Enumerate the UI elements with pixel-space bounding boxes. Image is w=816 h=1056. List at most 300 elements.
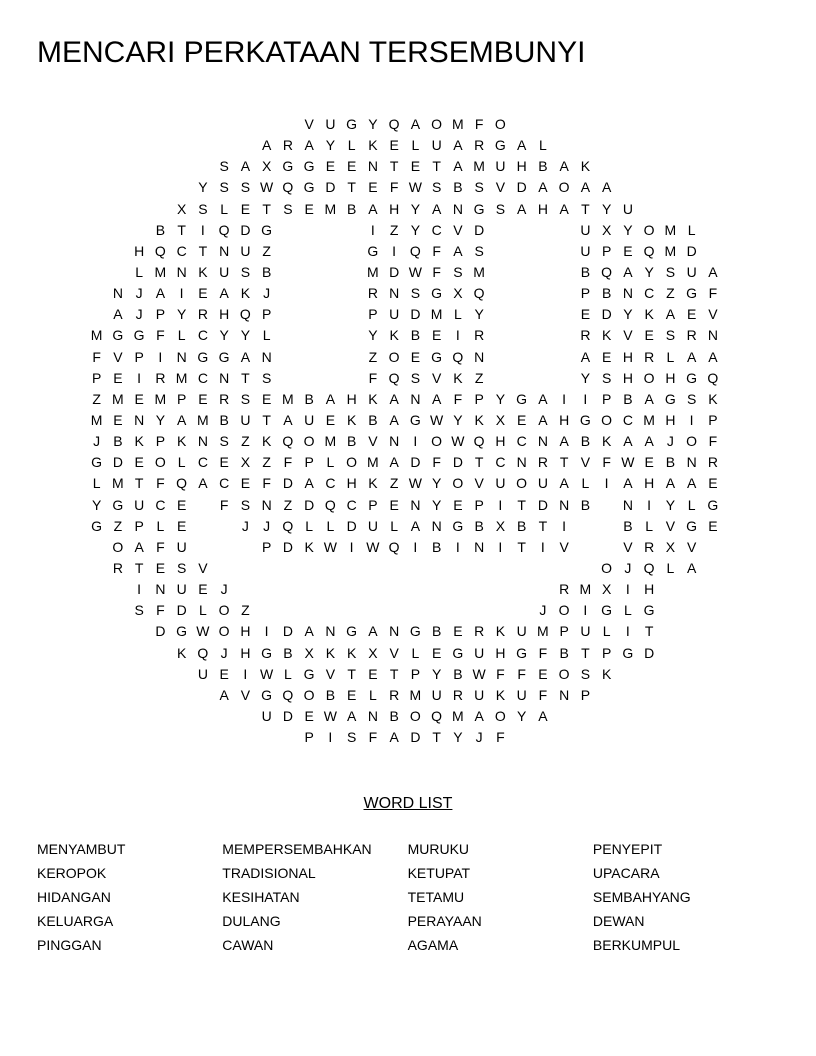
grid-cell: [256, 114, 277, 135]
grid-cell: G: [516, 644, 528, 661]
grid-cell: A: [219, 285, 229, 302]
grid-cell: [532, 304, 553, 325]
grid-row: [86, 452, 724, 473]
grid-cell: B: [368, 411, 378, 428]
grid-cell: S: [410, 285, 421, 302]
grid-cell: K: [176, 644, 187, 661]
grid-cell: O: [431, 433, 443, 450]
grid-cell: [192, 516, 213, 537]
grid-cell: Q: [282, 517, 294, 534]
grid-cell: U: [240, 242, 251, 259]
grid-cell: [235, 579, 256, 600]
grid-cell: Q: [431, 707, 443, 724]
grid-cell: [681, 199, 702, 220]
grid-cell: F: [389, 179, 399, 196]
grid-cell: [107, 135, 128, 156]
grid-cell: [341, 600, 362, 621]
grid-cell: [192, 495, 213, 516]
grid-cell: N: [219, 242, 230, 259]
grid-cell: U: [389, 306, 400, 323]
grid-cell: F: [368, 729, 378, 746]
grid-cell: [639, 114, 660, 135]
grid-cell: H: [346, 390, 357, 407]
grid-cell: E: [453, 496, 463, 513]
grid-row: [86, 325, 724, 346]
grid-cell: [554, 241, 575, 262]
grid-cell: G: [91, 517, 103, 534]
grid-cell: Z: [113, 517, 123, 534]
word-list-item: DEWAN: [592, 913, 645, 929]
grid-cell: [681, 114, 702, 135]
grid-cell: D: [474, 221, 485, 238]
grid-cell: E: [389, 496, 399, 513]
grid-cell: L: [687, 496, 696, 513]
grid-cell: [532, 579, 553, 600]
grid-cell: [554, 558, 575, 579]
grid-cell: [660, 177, 681, 198]
grid-cell: C: [219, 475, 230, 492]
grid-cell: Q: [388, 116, 400, 132]
grid-cell: [702, 558, 723, 579]
grid-cell: [299, 347, 320, 368]
grid-cell: [681, 600, 702, 621]
grid-cell: J: [624, 559, 632, 576]
grid-cell: E: [176, 496, 187, 513]
grid-cell: [214, 727, 235, 748]
grid-cell: M: [473, 263, 485, 280]
grid-cell: F: [368, 369, 378, 386]
grid-cell: S: [474, 242, 484, 259]
grid-cell: [192, 156, 213, 177]
grid-cell: [86, 156, 107, 177]
grid-cell: H: [622, 369, 633, 386]
grid-cell: [235, 727, 256, 748]
grid-cell: [171, 156, 192, 177]
grid-cell: Y: [474, 306, 484, 323]
grid-cell: [511, 262, 532, 283]
grid-cell: A: [559, 158, 569, 175]
grid-cell: A: [601, 179, 612, 196]
grid-cell: [617, 114, 638, 135]
grid-cell: N: [325, 623, 336, 640]
grid-cell: Q: [197, 644, 209, 661]
grid-cell: N: [389, 623, 400, 640]
grid-cell: A: [389, 454, 399, 471]
grid-cell: [554, 325, 575, 346]
grid-cell: S: [474, 179, 484, 196]
grid-cell: D: [537, 496, 548, 513]
grid-cell: N: [559, 686, 570, 703]
grid-cell: [384, 579, 405, 600]
grid-cell: J: [135, 285, 143, 302]
grid-cell: [107, 220, 128, 241]
grid-cell: [277, 262, 298, 283]
grid-cell: B: [261, 263, 272, 280]
grid-cell: D: [452, 454, 463, 471]
grid-cell: [341, 347, 362, 368]
grid-cell: P: [261, 306, 272, 323]
grid-cell: C: [197, 369, 208, 386]
grid-cell: G: [686, 517, 698, 534]
grid-cell: [681, 135, 702, 156]
grid-cell: A: [410, 116, 421, 132]
word-list-item: PERAYAAN: [407, 913, 482, 929]
grid-cell: I: [370, 221, 375, 238]
grid-cell: S: [283, 200, 293, 217]
grid-cell: [150, 135, 171, 156]
grid-cell: U: [240, 411, 251, 428]
grid-cell: X: [304, 644, 314, 661]
grid-row: [86, 600, 724, 621]
grid-cell: E: [240, 200, 251, 217]
grid-cell: [532, 368, 553, 389]
grid-cell: [660, 579, 681, 600]
grid-cell: H: [240, 623, 251, 640]
grid-cell: L: [347, 137, 356, 154]
grid-cell: [617, 727, 638, 748]
grid-cell: [511, 558, 532, 579]
grid-cell: [107, 199, 128, 220]
grid-cell: G: [218, 348, 230, 365]
grid-cell: E: [219, 454, 229, 471]
grid-cell: A: [155, 285, 166, 302]
grid-cell: O: [516, 475, 528, 492]
grid-cell: [214, 706, 235, 727]
grid-cell: I: [328, 729, 333, 746]
grid-cell: O: [346, 454, 358, 471]
grid-cell: G: [664, 390, 676, 407]
word-list-item: CAWAN: [222, 937, 274, 953]
grid-row: [86, 262, 724, 283]
grid-cell: [639, 706, 660, 727]
grid-cell: W: [621, 454, 635, 471]
grid-cell: [639, 199, 660, 220]
grid-cell: B: [453, 179, 463, 196]
grid-cell: C: [197, 454, 208, 471]
grid-cell: G: [643, 602, 655, 619]
grid-cell: K: [495, 623, 506, 640]
grid-cell: U: [580, 623, 591, 640]
grid-cell: R: [474, 137, 485, 154]
grid-cell: [299, 558, 320, 579]
grid-cell: H: [665, 411, 676, 428]
grid-cell: W: [260, 665, 274, 682]
grid-cell: E: [325, 158, 336, 175]
grid-cell: [129, 664, 150, 685]
grid-cell: Z: [474, 369, 484, 386]
grid-cell: [277, 304, 298, 325]
grid-cell: [86, 304, 107, 325]
grid-cell: C: [155, 496, 166, 513]
grid-cell: F: [496, 665, 505, 682]
grid-cell: P: [410, 665, 421, 682]
grid-cell: [532, 558, 553, 579]
grid-cell: T: [198, 242, 208, 259]
grid-cell: L: [283, 665, 292, 682]
grid-cell: M: [282, 390, 294, 407]
grid-cell: [384, 600, 405, 621]
word-list-item: KEROPOK: [37, 865, 107, 881]
grid-cell: R: [686, 327, 697, 344]
grid-cell: Q: [643, 559, 655, 576]
grid-cell: N: [367, 158, 378, 175]
grid-cell: T: [644, 623, 654, 640]
grid-cell: [575, 727, 596, 748]
grid-cell: [681, 706, 702, 727]
grid-cell: [532, 220, 553, 241]
grid-cell: M: [643, 411, 655, 428]
grid-cell: [86, 283, 107, 304]
grid-cell: U: [516, 686, 527, 703]
grid-cell: [426, 558, 447, 579]
grid-cell: Y: [219, 327, 229, 344]
grid-cell: K: [580, 158, 591, 175]
grid-cell: Q: [324, 496, 336, 513]
grid-cell: L: [453, 306, 462, 323]
grid-cell: B: [601, 285, 612, 302]
grid-cell: T: [581, 200, 590, 217]
grid-cell: D: [410, 454, 421, 471]
grid-cell: [702, 220, 723, 241]
grid-cell: [702, 135, 723, 156]
grid-cell: N: [686, 454, 697, 471]
grid-cell: K: [304, 538, 314, 555]
grid-row: [86, 177, 724, 198]
grid-cell: [660, 156, 681, 177]
grid-cell: A: [134, 538, 144, 555]
grid-cell: [405, 558, 426, 579]
grid-cell: [129, 621, 150, 642]
grid-cell: [660, 114, 681, 135]
grid-cell: [511, 241, 532, 262]
grid-cell: A: [686, 348, 697, 365]
grid-cell: N: [410, 390, 421, 407]
grid-cell: [511, 220, 532, 241]
grid-cell: [150, 685, 171, 706]
grid-cell: E: [708, 517, 718, 534]
grid-cell: J: [475, 729, 483, 746]
grid-cell: [192, 537, 213, 558]
grid-cell: N: [559, 496, 570, 513]
grid-cell: P: [304, 454, 314, 471]
grid-cell: [447, 558, 468, 579]
grid-cell: [617, 664, 638, 685]
grid-cell: E: [134, 390, 144, 407]
grid-cell: R: [389, 686, 400, 703]
grid-cell: B: [580, 496, 591, 513]
grid-cell: [107, 114, 128, 135]
grid-cell: [86, 177, 107, 198]
grid-cell: M: [197, 411, 209, 428]
grid-cell: S: [219, 433, 229, 450]
grid-row: [86, 579, 724, 600]
grid-cell: [235, 114, 256, 135]
grid-cell: R: [644, 348, 655, 365]
grid-cell: I: [583, 390, 588, 407]
grid-cell: [554, 114, 575, 135]
grid-cell: E: [219, 665, 229, 682]
grid-cell: [277, 325, 298, 346]
grid-cell: [702, 621, 723, 642]
grid-cell: O: [494, 116, 506, 132]
grid-cell: H: [389, 200, 400, 217]
grid-cell: K: [325, 644, 336, 661]
grid-cell: B: [580, 263, 591, 280]
grid-cell: S: [601, 369, 612, 386]
grid-cell: A: [538, 179, 548, 196]
grid-cell: I: [243, 665, 248, 682]
grid-cell: [171, 685, 192, 706]
word-list-item: TETAMU: [407, 889, 465, 905]
grid-cell: M: [664, 242, 677, 259]
grid-cell: [660, 685, 681, 706]
grid-cell: A: [261, 137, 272, 154]
grid-cell: G: [346, 623, 358, 640]
grid-cell: K: [474, 411, 484, 428]
grid-cell: [511, 368, 532, 389]
grid-cell: [490, 220, 511, 241]
grid-cell: U: [495, 475, 506, 492]
grid-cell: D: [282, 623, 293, 640]
grid-cell: V: [623, 538, 633, 555]
word-list-item: HIDANGAN: [37, 889, 111, 905]
grid-cell: V: [431, 369, 442, 386]
grid-cell: P: [304, 729, 314, 746]
grid-cell: V: [113, 348, 123, 365]
grid-cell: G: [409, 411, 421, 428]
grid-cell: S: [431, 179, 442, 196]
grid-cell: B: [219, 411, 229, 428]
word-list-item: TRADISIONAL: [222, 865, 316, 881]
grid-cell: K: [368, 475, 378, 492]
grid-cell: R: [197, 306, 208, 323]
grid-cell: [702, 600, 723, 621]
grid-cell: [171, 135, 192, 156]
grid-cell: N: [155, 581, 166, 598]
grid-cell: M: [90, 327, 103, 344]
grid-cell: [86, 706, 107, 727]
grid-cell: [554, 347, 575, 368]
grid-cell: Y: [431, 665, 442, 682]
grid-cell: [86, 727, 107, 748]
grid-cell: G: [282, 158, 294, 175]
grid-cell: L: [135, 263, 144, 280]
grid-cell: [86, 135, 107, 156]
grid-cell: [575, 537, 596, 558]
grid-cell: S: [580, 665, 591, 682]
grid-cell: H: [644, 581, 655, 598]
grid-cell: S: [240, 179, 251, 196]
grid-cell: J: [220, 581, 228, 598]
grid-cell: I: [625, 581, 630, 598]
grid-cell: A: [538, 707, 548, 724]
grid-cell: [150, 199, 171, 220]
grid-cell: V: [708, 306, 718, 323]
grid-cell: A: [453, 137, 463, 154]
grid-cell: [107, 262, 128, 283]
grid-cell: I: [625, 623, 630, 640]
grid-cell: I: [562, 517, 567, 534]
grid-cell: E: [410, 158, 421, 175]
grid-cell: E: [261, 390, 272, 407]
grid-row: [86, 368, 724, 389]
grid-cell: O: [431, 116, 443, 132]
grid-cell: A: [113, 306, 123, 323]
grid-cell: R: [219, 390, 230, 407]
grid-cell: [660, 199, 681, 220]
grid-cell: D: [346, 517, 357, 534]
grid-cell: K: [240, 285, 251, 302]
grid-cell: [490, 262, 511, 283]
grid-cell: [320, 579, 341, 600]
grid-cell: [320, 220, 341, 241]
grid-cell: B: [538, 158, 548, 175]
grid-cell: [596, 706, 617, 727]
grid-cell: F: [156, 327, 165, 344]
grid-cell: T: [262, 411, 271, 428]
grid-cell: X: [495, 411, 506, 428]
grid-cell: [426, 600, 447, 621]
grid-cell: [554, 135, 575, 156]
grid-cell: U: [516, 623, 527, 640]
grid-cell: P: [559, 623, 569, 640]
grid-cell: K: [346, 411, 357, 428]
grid-cell: W: [323, 538, 337, 555]
grid-cell: K: [453, 369, 463, 386]
grid-cell: [86, 621, 107, 642]
grid-cell: [575, 135, 596, 156]
grid-cell: L: [623, 602, 632, 619]
grid-cell: E: [516, 411, 527, 428]
grid-cell: S: [240, 496, 251, 513]
grid-cell: O: [303, 686, 315, 703]
grid-cell: F: [602, 454, 611, 471]
grid-cell: I: [413, 538, 418, 555]
grid-cell: B: [431, 538, 442, 555]
grid-cell: Q: [707, 369, 719, 386]
grid-cell: V: [368, 433, 378, 450]
grid-cell: L: [368, 686, 377, 703]
grid-cell: [171, 727, 192, 748]
grid-cell: S: [346, 729, 357, 746]
grid-row: [86, 431, 724, 452]
grid-cell: Y: [453, 411, 463, 428]
grid-cell: [192, 135, 213, 156]
grid-cell: [86, 579, 107, 600]
grid-cell: M: [452, 116, 464, 132]
grid-cell: K: [198, 263, 208, 280]
grid-cell: T: [134, 559, 144, 576]
grid-cell: [320, 325, 341, 346]
grid-cell: P: [601, 644, 612, 661]
grid-cell: O: [154, 454, 166, 471]
grid-cell: [129, 114, 150, 135]
grid-cell: J: [241, 517, 249, 534]
grid-cell: D: [282, 475, 293, 492]
grid-cell: L: [538, 137, 547, 154]
grid-cell: [575, 558, 596, 579]
grid-cell: T: [559, 454, 569, 471]
grid-cell: T: [347, 665, 356, 682]
grid-cell: [129, 706, 150, 727]
grid-cell: S: [453, 263, 463, 280]
grid-cell: E: [368, 665, 378, 682]
grid-cell: [617, 156, 638, 177]
grid-cell: [532, 347, 553, 368]
grid-cell: I: [562, 390, 567, 407]
grid-cell: [214, 114, 235, 135]
grid-cell: S: [665, 263, 676, 280]
